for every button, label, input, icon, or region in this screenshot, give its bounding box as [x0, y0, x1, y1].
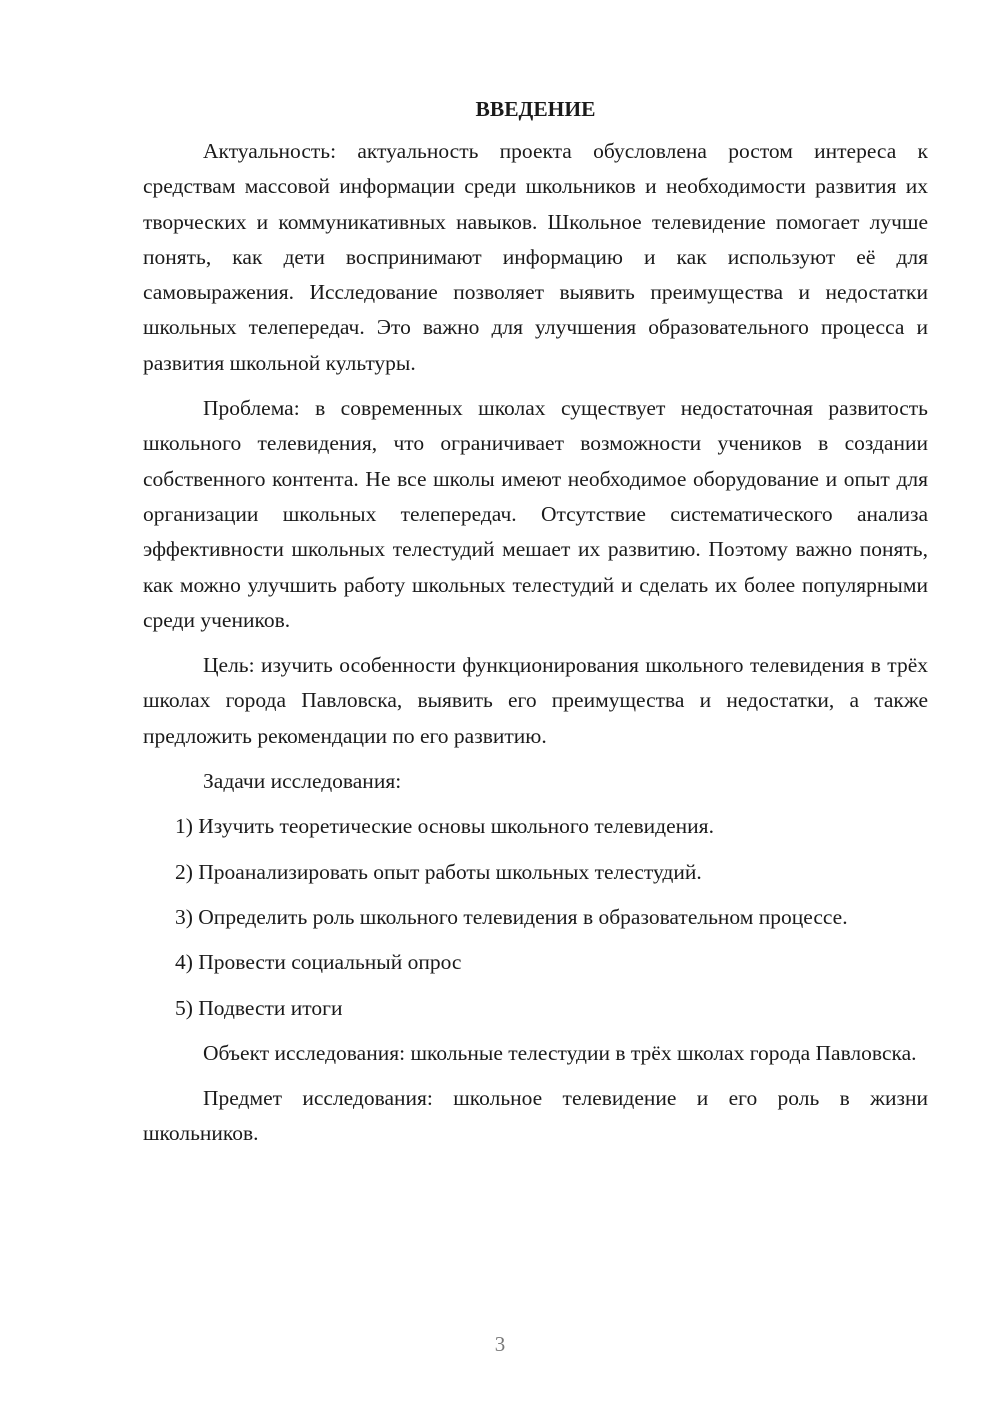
section-title: ВВЕДЕНИЕ: [475, 97, 596, 121]
paragraph-subject: Предмет исследования: школьное телевидение и его роль в жизни школьников.: [143, 1086, 928, 1146]
page-content: [143, 92, 928, 1162]
task-item-2: 2) Проанализировать опыт работы школьных телестудий.: [175, 859, 702, 884]
tasks-heading: Задачи исследования:: [203, 769, 402, 794]
task-item-4: 4) Провести социальный опрос: [175, 950, 462, 975]
task-item-3: 3) Определить роль школьного телевидения в образовательном процессе.: [175, 904, 848, 929]
paragraph-object: Объект исследования: школьные телестудии в трёх школах города Павловска.: [203, 1040, 917, 1065]
paragraph-goal: Цель: изучить особенности функционирования школьного телевидения в трёх школах города Павловска, выявить его преимущества и недостатки, а также предложить рекомендации по его развитию.: [143, 653, 928, 748]
task-item-1: 1) Изучить теоретические основы школьного телевидения.: [175, 814, 714, 839]
task-item-5: 5) Подвести итоги: [175, 995, 343, 1020]
paragraph-relevance: Актуальность: актуальность проекта обусловлена ростом интереса к средствам массовой информации среди школьников и необходимости развития их творческих и коммуникативных навыков. Школьное телевидение помогает лучше понять, как дети воспринимают информацию и как используют её для самовыражения. Исследование позволяет выявить преимущества и недостатки школьных телепередач. Это важно для улучшения образовательного процесса и развития школьной культуры.: [143, 139, 928, 375]
page-number: 3: [494, 1332, 506, 1356]
paragraph-problem: Проблема: в современных школах существует недостаточная развитость школьного телевидения, что ограничивает возможности учеников в создании собственного контента. Не все школы имеют необходимое оборудование и опыт для организации школьных телепередач. Отсутствие систематического анализа эффективности школьных телестудий мешает их развитию. Поэтому важно понять, как можно улучшить работу школьных телестудий и сделать их более популярными среди учеников.: [143, 396, 928, 632]
